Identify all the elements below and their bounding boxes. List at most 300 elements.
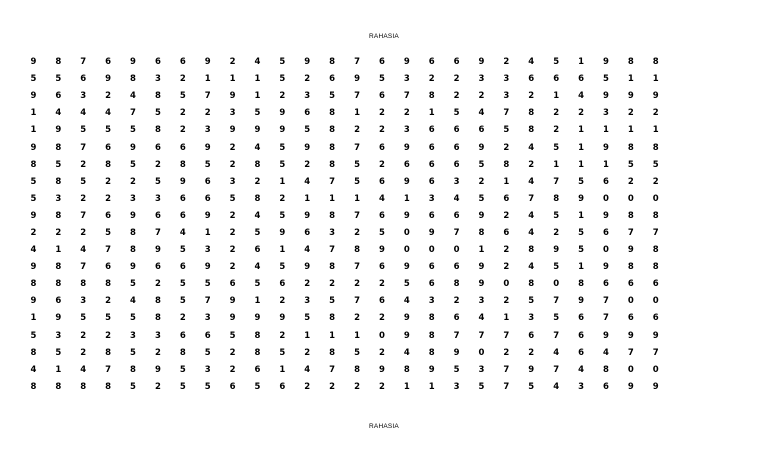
grid-digit: 2 <box>503 245 510 256</box>
grid-digit: 7 <box>354 91 360 102</box>
grid-digit: 9 <box>30 57 37 68</box>
grid-row <box>21 208 701 225</box>
grid-digit: 4 <box>528 227 535 238</box>
grid-digit: 6 <box>179 210 186 221</box>
grid-digit: 6 <box>428 210 435 221</box>
grid-digit: 5 <box>578 245 584 256</box>
grid-digit: 6 <box>204 193 211 204</box>
grid-digit: 6 <box>254 364 261 375</box>
grid-digit: 8 <box>453 279 460 290</box>
grid-digit: 6 <box>378 176 385 187</box>
grid-digit: 6 <box>378 262 385 273</box>
grid-digit: 5 <box>55 159 62 170</box>
grid-digit: 6 <box>229 381 236 392</box>
grid-digit: 0 <box>627 193 634 204</box>
grid-digit: 1 <box>627 125 634 136</box>
grid-digit: 4 <box>578 364 584 375</box>
grid-digit: 4 <box>553 347 560 358</box>
grid-digit: 8 <box>329 57 336 68</box>
grid-digit: 4 <box>55 108 62 119</box>
grid-digit: 4 <box>254 210 261 221</box>
grid-digit: 8 <box>428 313 435 324</box>
grid-digit: 9 <box>627 381 634 392</box>
grid-digit: 6 <box>528 74 535 85</box>
grid-digit: 6 <box>154 142 161 153</box>
grid-row <box>21 54 701 71</box>
grid-digit: 9 <box>304 262 311 273</box>
grid-digit: 1 <box>229 74 236 85</box>
grid-digit: 4 <box>304 364 311 375</box>
grid-digit: 0 <box>403 245 410 256</box>
grid-digit: 9 <box>154 364 161 375</box>
grid-digit: 5 <box>30 74 37 85</box>
grid-digit: 9 <box>478 142 485 153</box>
grid-digit: 6 <box>428 142 435 153</box>
grid-digit: 2 <box>304 347 311 358</box>
grid-row <box>21 345 701 362</box>
grid-digit: 5 <box>403 279 410 290</box>
grid-digit: 3 <box>55 193 62 204</box>
grid-digit: 1 <box>652 74 659 85</box>
grid-digit: 6 <box>403 159 410 170</box>
grid-digit: 9 <box>30 262 37 273</box>
grid-digit: 8 <box>130 364 136 375</box>
grid-digit: 7 <box>602 313 609 324</box>
grid-digit: 8 <box>578 279 584 290</box>
grid-digit: 8 <box>329 125 336 136</box>
grid-row <box>21 71 701 88</box>
grid-digit: 3 <box>130 330 136 341</box>
grid-digit: 2 <box>528 347 535 358</box>
grid-digit: 3 <box>204 364 211 375</box>
grid-digit: 6 <box>80 74 87 85</box>
grid-digit: 6 <box>453 313 460 324</box>
grid-digit: 9 <box>602 91 609 102</box>
grid-digit: 2 <box>378 159 385 170</box>
grid-digit: 3 <box>503 91 510 102</box>
grid-digit: 6 <box>279 381 286 392</box>
grid-digit: 6 <box>602 279 609 290</box>
grid-digit: 6 <box>578 313 584 324</box>
grid-digit: 6 <box>553 74 560 85</box>
grid-digit: 9 <box>229 296 236 307</box>
grid-digit: 8 <box>179 347 186 358</box>
grid-digit: 8 <box>602 364 609 375</box>
grid-digit: 3 <box>329 227 336 238</box>
grid-digit: 4 <box>403 296 410 307</box>
grid-digit: 2 <box>329 279 336 290</box>
grid-digit: 5 <box>55 74 62 85</box>
grid-digit: 3 <box>229 176 236 187</box>
grid-digit: 1 <box>329 330 336 341</box>
grid-digit: 4 <box>130 91 136 102</box>
grid-digit: 5 <box>204 381 211 392</box>
grid-digit: 8 <box>403 364 410 375</box>
grid-digit: 6 <box>378 57 385 68</box>
grid-digit: 9 <box>354 74 360 85</box>
grid-digit: 8 <box>652 57 659 68</box>
grid-digit: 6 <box>652 313 659 324</box>
grid-digit: 8 <box>55 176 62 187</box>
grid-digit: 1 <box>55 364 62 375</box>
grid-digit: 2 <box>254 176 261 187</box>
grid-digit: 4 <box>528 57 535 68</box>
grid-digit: 5 <box>578 227 584 238</box>
grid-digit: 1 <box>304 330 311 341</box>
grid-digit: 6 <box>503 227 510 238</box>
grid-digit: 3 <box>428 193 435 204</box>
grid-digit: 2 <box>55 227 62 238</box>
grid-digit: 5 <box>105 125 112 136</box>
grid-digit: 4 <box>528 142 535 153</box>
grid-digit: 0 <box>652 193 659 204</box>
grid-digit: 6 <box>627 279 634 290</box>
grid-digit: 2 <box>304 279 311 290</box>
grid-digit: 9 <box>130 57 136 68</box>
grid-digit: 8 <box>179 159 186 170</box>
grid-digit: 3 <box>229 108 236 119</box>
grid-digit: 8 <box>254 330 261 341</box>
grid-digit: 1 <box>354 193 360 204</box>
grid-digit: 5 <box>154 108 161 119</box>
grid-digit: 9 <box>627 330 634 341</box>
grid-digit: 6 <box>329 74 336 85</box>
grid-row <box>21 293 701 310</box>
grid-digit: 2 <box>553 108 560 119</box>
grid-row <box>21 174 701 191</box>
grid-digit: 7 <box>553 296 560 307</box>
grid-digit: 4 <box>30 364 37 375</box>
grid-digit: 7 <box>627 347 634 358</box>
grid-digit: 9 <box>378 364 385 375</box>
grid-digit: 9 <box>478 262 485 273</box>
grid-digit: 2 <box>80 347 87 358</box>
grid-digit: 5 <box>179 296 186 307</box>
grid-digit: 3 <box>503 74 510 85</box>
grid-digit: 2 <box>105 91 112 102</box>
grid-digit: 5 <box>254 381 261 392</box>
grid-digit: 9 <box>30 91 37 102</box>
grid-digit: 4 <box>254 142 261 153</box>
grid-digit: 4 <box>578 91 584 102</box>
grid-digit: 5 <box>378 227 385 238</box>
grid-digit: 6 <box>453 210 460 221</box>
grid-digit: 1 <box>578 262 584 273</box>
grid-digit: 5 <box>652 159 659 170</box>
grid-digit: 6 <box>254 245 261 256</box>
grid-digit: 9 <box>453 347 460 358</box>
grid-digit: 1 <box>279 245 286 256</box>
grid-digit: 8 <box>652 245 659 256</box>
grid-row <box>21 191 701 208</box>
grid-digit: 2 <box>105 176 112 187</box>
grid-digit: 2 <box>378 279 385 290</box>
grid-digit: 5 <box>378 74 385 85</box>
grid-digit: 5 <box>179 279 186 290</box>
grid-digit: 3 <box>478 296 485 307</box>
grid-digit: 5 <box>279 210 286 221</box>
grid-digit: 2 <box>627 108 634 119</box>
grid-digit: 8 <box>154 125 161 136</box>
grid-digit: 1 <box>478 245 485 256</box>
grid-digit: 5 <box>578 176 584 187</box>
grid-digit: 4 <box>105 108 112 119</box>
grid-digit: 7 <box>602 296 609 307</box>
grid-digit: 2 <box>403 108 410 119</box>
grid-digit: 6 <box>154 262 161 273</box>
grid-digit: 5 <box>204 347 211 358</box>
grid-digit: 2 <box>553 227 560 238</box>
grid-digit: 7 <box>354 210 360 221</box>
grid-digit: 8 <box>105 279 112 290</box>
grid-row <box>21 157 701 174</box>
grid-digit: 2 <box>80 193 87 204</box>
grid-digit: 6 <box>204 176 211 187</box>
grid-digit: 9 <box>403 330 410 341</box>
grid-digit: 2 <box>354 381 360 392</box>
grid-digit: 8 <box>55 57 62 68</box>
grid-digit: 2 <box>229 142 236 153</box>
grid-digit: 2 <box>453 91 460 102</box>
grid-digit: 1 <box>578 125 584 136</box>
grid-digit: 6 <box>453 57 460 68</box>
grid-digit: 9 <box>254 313 261 324</box>
grid-digit: 8 <box>627 57 634 68</box>
grid-digit: 3 <box>453 381 460 392</box>
grid-digit: 9 <box>428 364 435 375</box>
grid-digit: 9 <box>478 57 485 68</box>
grid-digit: 6 <box>602 176 609 187</box>
grid-digit: 2 <box>528 159 535 170</box>
grid-digit: 8 <box>652 142 659 153</box>
grid-digit: 1 <box>503 176 510 187</box>
grid-digit: 9 <box>130 142 136 153</box>
grid-digit: 5 <box>154 176 161 187</box>
grid-digit: 8 <box>55 210 62 221</box>
grid-digit: 6 <box>428 125 435 136</box>
grid-row <box>21 122 701 139</box>
grid-digit: 7 <box>204 296 211 307</box>
grid-digit: 9 <box>279 313 286 324</box>
grid-digit: 7 <box>354 262 360 273</box>
grid-digit: 2 <box>354 227 360 238</box>
grid-digit: 3 <box>304 296 311 307</box>
grid-digit: 2 <box>378 347 385 358</box>
grid-digit: 3 <box>154 74 161 85</box>
grid-digit: 0 <box>627 296 634 307</box>
grid-digit: 5 <box>130 381 136 392</box>
grid-digit: 8 <box>329 313 336 324</box>
grid-digit: 3 <box>304 91 311 102</box>
grid-digit: 5 <box>30 193 37 204</box>
grid-digit: 9 <box>403 262 410 273</box>
grid-digit: 5 <box>354 347 360 358</box>
grid-digit: 9 <box>179 176 186 187</box>
grid-digit: 4 <box>478 313 485 324</box>
grid-digit: 5 <box>130 279 136 290</box>
grid-digit: 2 <box>105 193 112 204</box>
grid-digit: 5 <box>528 381 535 392</box>
grid-digit: 1 <box>553 159 560 170</box>
grid-digit: 7 <box>354 296 360 307</box>
grid-digit: 2 <box>503 142 510 153</box>
grid-row <box>21 139 701 156</box>
grid-digit: 5 <box>279 74 286 85</box>
grid-digit: 6 <box>528 330 535 341</box>
grid-digit: 2 <box>179 108 186 119</box>
grid-digit: 4 <box>378 193 385 204</box>
grid-digit: 3 <box>403 74 410 85</box>
grid-digit: 8 <box>329 262 336 273</box>
grid-digit: 1 <box>254 296 261 307</box>
grid-digit: 6 <box>105 262 112 273</box>
grid-digit: 2 <box>80 159 87 170</box>
grid-digit: 8 <box>329 142 336 153</box>
grid-digit: 5 <box>478 159 485 170</box>
classification-header: RAHASIA <box>369 33 399 40</box>
grid-digit: 6 <box>304 108 311 119</box>
grid-digit: 8 <box>329 159 336 170</box>
grid-digit: 2 <box>229 57 236 68</box>
grid-digit: 4 <box>80 108 87 119</box>
grid-digit: 5 <box>478 193 485 204</box>
grid-digit: 8 <box>553 193 560 204</box>
grid-digit: 5 <box>30 176 37 187</box>
grid-digit: 3 <box>130 193 136 204</box>
grid-digit: 1 <box>428 108 435 119</box>
grid-digit: 2 <box>229 227 236 238</box>
grid-digit: 3 <box>478 74 485 85</box>
grid-digit: 9 <box>652 330 659 341</box>
grid-digit: 7 <box>453 227 460 238</box>
grid-digit: 9 <box>553 245 560 256</box>
grid-digit: 7 <box>354 142 360 153</box>
grid-digit: 9 <box>254 125 261 136</box>
grid-row <box>21 225 701 242</box>
grid-digit: 5 <box>229 330 236 341</box>
grid-digit: 2 <box>378 381 385 392</box>
grid-digit: 9 <box>428 227 435 238</box>
grid-digit: 5 <box>478 381 485 392</box>
grid-digit: 2 <box>478 176 485 187</box>
grid-digit: 9 <box>304 142 311 153</box>
grid-digit: 0 <box>403 227 410 238</box>
grid-digit: 4 <box>304 245 311 256</box>
grid-digit: 5 <box>179 364 186 375</box>
grid-digit: 2 <box>478 91 485 102</box>
grid-digit: 8 <box>428 330 435 341</box>
grid-digit: 9 <box>55 125 62 136</box>
grid-row <box>21 276 701 293</box>
grid-digit: 6 <box>428 57 435 68</box>
grid-digit: 7 <box>652 347 659 358</box>
grid-digit: 6 <box>179 142 186 153</box>
grid-digit: 5 <box>204 159 211 170</box>
grid-digit: 1 <box>578 159 584 170</box>
grid-digit: 5 <box>204 279 211 290</box>
grid-digit: 3 <box>80 91 87 102</box>
grid-digit: 9 <box>30 210 37 221</box>
grid-digit: 9 <box>204 210 211 221</box>
grid-digit: 8 <box>627 210 634 221</box>
grid-digit: 9 <box>478 279 485 290</box>
grid-digit: 0 <box>378 330 385 341</box>
grid-digit: 2 <box>154 347 161 358</box>
grid-digit: 6 <box>453 125 460 136</box>
grid-digit: 2 <box>528 91 535 102</box>
grid-digit: 2 <box>503 57 510 68</box>
grid-digit: 8 <box>154 296 161 307</box>
grid-row <box>21 310 701 327</box>
grid-digit: 6 <box>652 279 659 290</box>
grid-digit: 1 <box>578 142 584 153</box>
grid-digit: 1 <box>578 210 584 221</box>
grid-digit: 4 <box>528 262 535 273</box>
grid-digit: 6 <box>503 193 510 204</box>
grid-digit: 6 <box>627 313 634 324</box>
grid-digit: 7 <box>553 176 560 187</box>
grid-digit: 5 <box>304 125 311 136</box>
grid-digit: 1 <box>279 176 286 187</box>
grid-digit: 2 <box>354 125 360 136</box>
grid-digit: 9 <box>403 176 410 187</box>
grid-digit: 4 <box>80 364 87 375</box>
grid-digit: 1 <box>30 108 37 119</box>
grid-digit: 6 <box>179 193 186 204</box>
grid-digit: 1 <box>329 193 336 204</box>
grid-digit: 9 <box>279 227 286 238</box>
grid-digit: 9 <box>528 364 535 375</box>
grid-digit: 2 <box>105 296 112 307</box>
grid-digit: 2 <box>130 176 136 187</box>
grid-digit: 1 <box>204 227 211 238</box>
grid-digit: 3 <box>204 313 211 324</box>
grid-digit: 6 <box>478 125 485 136</box>
grid-digit: 2 <box>304 74 311 85</box>
grid-digit: 2 <box>652 176 659 187</box>
grid-digit: 8 <box>30 381 37 392</box>
grid-digit: 5 <box>279 262 286 273</box>
grid-digit: 9 <box>652 91 659 102</box>
grid-digit: 3 <box>578 381 584 392</box>
grid-digit: 7 <box>503 108 510 119</box>
digit-grid <box>21 54 701 396</box>
grid-digit: 0 <box>453 245 460 256</box>
grid-digit: 8 <box>80 279 87 290</box>
grid-digit: 3 <box>154 330 161 341</box>
grid-digit: 9 <box>154 245 161 256</box>
grid-digit: 2 <box>105 330 112 341</box>
grid-digit: 8 <box>130 74 136 85</box>
grid-digit: 7 <box>553 330 560 341</box>
grid-digit: 9 <box>204 57 211 68</box>
grid-digit: 9 <box>229 313 236 324</box>
grid-digit: 8 <box>105 381 112 392</box>
grid-digit: 1 <box>403 381 410 392</box>
grid-digit: 8 <box>329 210 336 221</box>
grid-digit: 8 <box>55 262 62 273</box>
grid-digit: 8 <box>30 347 37 358</box>
grid-digit: 4 <box>528 210 535 221</box>
grid-digit: 9 <box>602 330 609 341</box>
grid-digit: 4 <box>528 176 535 187</box>
grid-digit: 7 <box>80 57 87 68</box>
grid-digit: 5 <box>130 347 136 358</box>
grid-digit: 2 <box>503 296 510 307</box>
grid-digit: 2 <box>179 74 186 85</box>
grid-digit: 0 <box>627 364 634 375</box>
grid-digit: 8 <box>254 347 261 358</box>
